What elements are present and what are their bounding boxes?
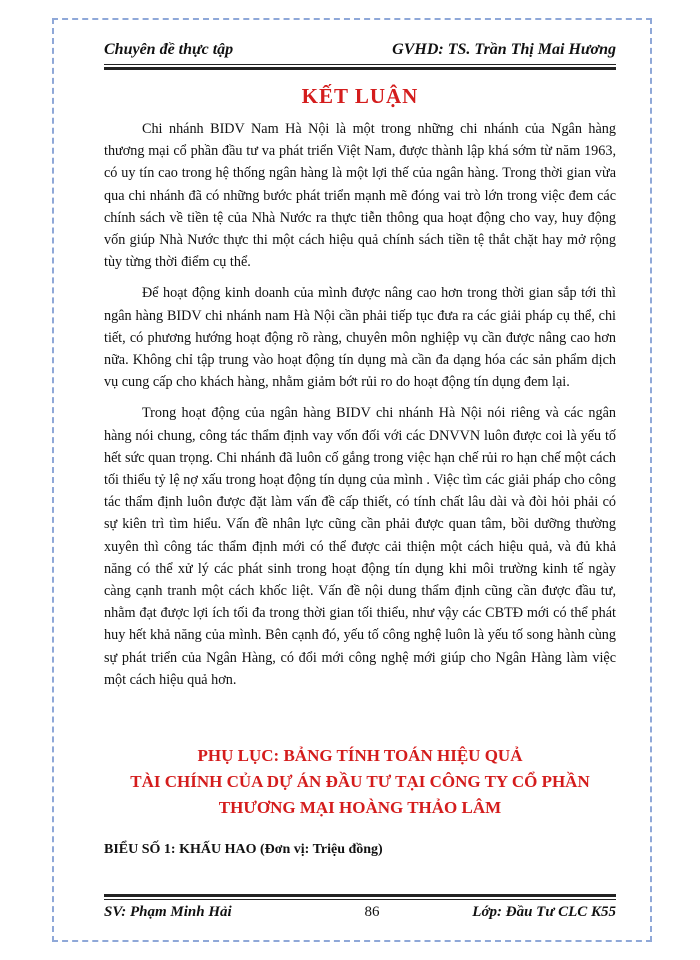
header-rule <box>104 64 616 65</box>
page-title: KẾT LUẬN <box>301 84 419 108</box>
appendix-line-3: THƯƠNG MẠI HOÀNG THẢO LÂM <box>218 798 502 817</box>
header-left: Chuyên đề thực tập <box>104 41 234 58</box>
footer-rule <box>104 899 616 900</box>
page-number: 86 <box>364 904 380 920</box>
paragraph-2: Để hoạt động kinh doanh của mình được nâng cao hơn trong thời gian sắp tới thì ngân hàng BIDV chi nhánh nam Hà Nội cần phải tiếp tục đưa ra các giải pháp cụ thể, chi tiết, có phương hướng hoạt động rõ ràng, chuyên môn nghiệp vụ cần được nâng cao hơn nữa. Không chỉ tập trung vào hoạt động tín dụng mà cần đa dạng hóa các sản phẩm dịch vụ cung cấp cho khách hàng, nhằm giảm bớt rủi ro do hoạt động tín dụng đem lại. <box>104 285 616 391</box>
footer-class: Lớp: Đầu Tư CLC K55 <box>472 904 616 920</box>
header-right: GVHD: TS. Trần Thị Mai Hương <box>392 41 616 58</box>
paragraph-1: Chi nhánh BIDV Nam Hà Nội là một trong những chi nhánh của Ngân hàng thương mại cổ phần đầu tư va phát triển Việt Nam, được thành lập khá sớm từ năm 1963, có uy tín cao trong hệ thống ngân hàng là một lợi thế của ngân hàng. Trong thời gian vừa qua chi nhánh đã có những bước phát triển mạnh mẽ đóng vai trò lớn trong việc đem các chính sách về tiền tệ của Nhà Nước ra thực tiễn thông qua hoạt động cho vay, huy động vốn giúp Nhà Nước thực thi một cách hiệu quả chính sách tiền tệ thắt chặt hay mở rộng tùy từng thời điểm cụ thể. <box>104 121 616 271</box>
page-header <box>104 41 616 59</box>
appendix-line-1: PHỤ LỤC: BẢNG TÍNH TOÁN HIỆU QUẢ <box>197 746 523 765</box>
body-text <box>104 118 616 700</box>
header-rule-thick <box>104 67 616 70</box>
footer-rule-thick <box>104 894 616 897</box>
page-footer <box>104 904 616 921</box>
appendix-line-2: TÀI CHÍNH CỦA DỰ ÁN ĐẦU TƯ TẠI CÔNG TY CỔ PHẦN <box>130 772 590 791</box>
paragraph-3: Trong hoạt động của ngân hàng BIDV chi nhánh Hà Nội nói riêng và các ngân hàng nói chung, công tác thẩm định vay vốn đối với các DNVVN luôn được coi là yếu tố hết sức quan trọng. Chi nhánh đã luôn cố gắng trong việc hạn chế rủi ro hạn chế một cách tối thiểu tỷ lệ nợ xấu trong hoạt động tín dụng của mình . Việc tìm các giải pháp cho công tác thẩm định luôn được đặt làm vấn đề cấp thiết, có tính chất lâu dài và đòi hỏi phải có sự kiên trì tìm hiểu. Vấn đề nhân lực cũng cần phải được quan tâm, bồi dưỡng thường xuyên thì công tác thẩm định mới có thể được cải thiện một cách hiệu quả, và đủ khả năng có thể xử lý các phát sinh trong hoạt động tín dụng khi môi trường kinh tế ngày càng cạnh tranh một cách khốc liệt. Vấn đề nội dung thẩm định cũng cần được đầu tư, nhằm đạt được lợi ích tối đa trong thời gian tối thiểu, như vậy các CBTĐ mới có thể phát huy hết khả năng của mình. Bên cạnh đó, yếu tố công nghệ luôn là yếu tố song hành cùng sự phát triển của Ngân Hàng, có đổi mới công nghệ mới giúp cho Ngân Hàng làm việc một cách hiệu quả hơn. <box>104 405 616 688</box>
footer-student: SV: Phạm Minh Hải <box>104 904 232 920</box>
table-caption: BIỂU SỐ 1: KHẤU HAO (Đơn vị: Triệu đồng) <box>104 842 383 857</box>
appendix-heading <box>104 743 616 821</box>
